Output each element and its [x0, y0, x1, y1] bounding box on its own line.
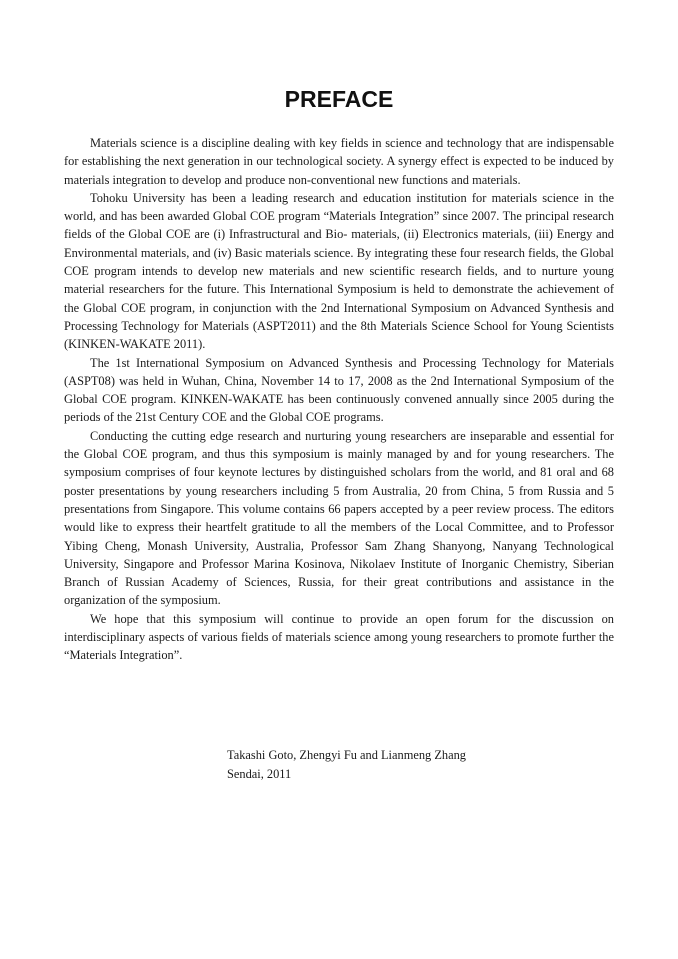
paragraph-tohoku: Tohoku University has been a leading research and education institution for materials science in the world, and has been awarded Global COE program “Materials Integration” since 2007. The principal research fields of the Global COE are (i) Infrastructural and Bio- materials, (ii) Electronics materials, (iii) Energy and Environmental materials, and (iv) Basic materials science. By integrating these four research fields, the Global COE program intends to develop new materials and new scientific research fields, and to nurture young material researchers for the future. This International Symposium is held to demonstrate the achievement of the Global COE program, in conjunction with the 2nd International Symposium on Advanced Synthesis and Processing Technology for Materials (ASPT2011) and the 8th Materials Science School for Young Scientists (KINKEN-WAKATE 2011). — [64, 190, 614, 352]
signature-place-date: Sendai, 2011 — [227, 767, 292, 781]
paragraph-closing: We hope that this symposium will continue to provide an open forum for the discussion on interdisciplinary aspects of various fields of materials science among young researchers to promote further the “Materials Integration”. — [64, 611, 614, 663]
paragraph-symposium: Conducting the cutting edge research and nurturing young researchers are inseparable and essential for the Global COE program, and thus this symposium is mainly managed by and for young researchers. The symposium comprises of four keynote lectures by distinguished scholars from the world, and 81 oral and 68 poster presentations by young researchers including 5 from Australia, 20 from China, 5 from Russia and 5 presentations from Singapore. This volume contains 66 papers accepted by a peer review process. The editors would like to express their heartfelt gratitude to all the members of the Local Committee, and to Professor Yibing Cheng, Monash University, Australia, Professor Sam Zhang Shanyong, Nanyang Technological University, Singapore and Professor Marina Kosinova, Nikolaev Institute of Inorganic Chemistry, Siberian Branch of Russian Academy of Sciences, Russia, for their great contributions and assistance in the organization of the symposium. — [64, 428, 614, 608]
paragraph-intro: Materials science is a discipline dealing with key fields in science and technology that are indispensable for establishing the next generation in our technological society. A synergy effect is expected to be induced by materials integration to develop and produce non-conventional new functions and materials. — [64, 136, 614, 187]
signature-block — [227, 746, 466, 784]
signature-authors: Takashi Goto, Zhengyi Fu and Lianmeng Zhang — [227, 748, 466, 762]
page-title: PREFACE — [284, 86, 394, 112]
preface-body — [64, 134, 614, 665]
paragraph-aspt08: The 1st International Symposium on Advanced Synthesis and Processing Technology for Materials (ASPT08) was held in Wuhan, China, November 14 to 17, 2008 as the 2nd International Symposium of the Global COE program. KINKEN-WAKATE has been continuously convened annually since 2005 during the periods of the 21st Century COE and the Global COE programs. — [64, 355, 614, 425]
